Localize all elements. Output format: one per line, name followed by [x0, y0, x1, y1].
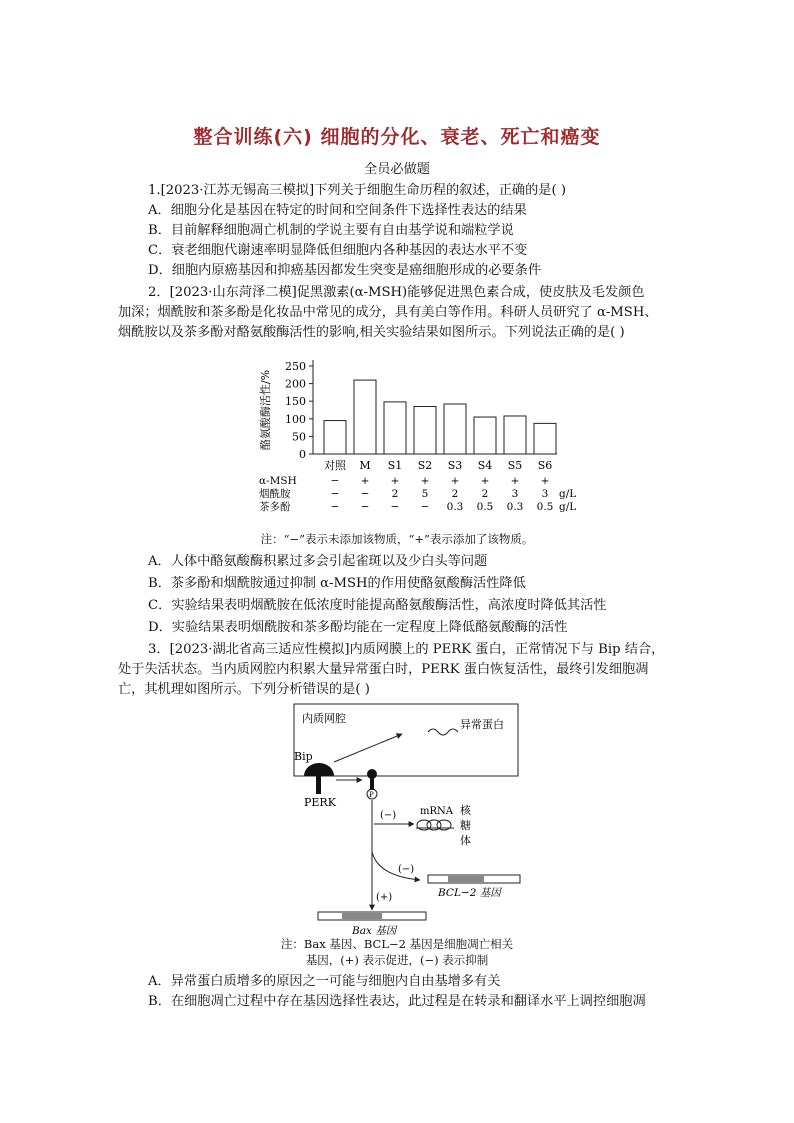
y-tick-label: 50	[292, 430, 306, 444]
bcl2-gene-segment	[448, 876, 484, 882]
row-cell: 0.5	[476, 501, 494, 513]
row-cell: +	[420, 475, 430, 487]
q3-stem-line1: 3．[2023·湖北省高三适应性模拟]内质网膜上的 PERK 蛋白，正常情况下与 Bip 结合，	[148, 642, 665, 657]
q2-stem-line3: 烟酰胺以及茶多酚对酪氨酸酶活性的影响,相关实验结果如图所示。下列说法正确的是( )	[118, 325, 625, 340]
bip-to-protein-arrow	[334, 734, 402, 762]
row-cell: +	[390, 475, 400, 487]
row-cell: 0.3	[506, 501, 524, 513]
bax-gene-segment	[342, 913, 382, 919]
row-cell: +	[480, 475, 490, 487]
bar-对照	[324, 421, 346, 454]
row-cell: −	[330, 475, 340, 487]
q2-option-b: B．茶多酚和烟酰胺通过抑制 α-MSH的作用使酪氨酸酶活性降低	[148, 576, 526, 591]
row-cell: 2	[481, 488, 489, 500]
abnormal-protein-shape	[411, 724, 428, 747]
row-cell: +	[360, 475, 370, 487]
q1-stem: 1.[2023·江苏无锡高三模拟]下列关于细胞生命历程的叙述，正确的是( )	[148, 183, 566, 198]
promote-bax-label: (+)	[376, 892, 393, 903]
q2-stem-line1: 2．[2023·山东菏泽二模]促黑激素(α-MSH)能够促进黑色素合成，使皮肤及毛发颜色	[148, 285, 645, 300]
row-cell: 3	[541, 488, 549, 500]
category-label: 对照	[324, 459, 346, 472]
chart-bars	[324, 380, 556, 454]
category-label: S6	[537, 459, 553, 472]
section-heading: 全员必做题	[364, 162, 430, 177]
y-tick-label: 100	[285, 412, 306, 426]
bar-S5	[504, 416, 526, 454]
bar-S2	[414, 406, 436, 454]
row-cell: −	[390, 501, 400, 513]
er-label: 内质网腔	[302, 712, 346, 725]
row-cell: +	[450, 475, 460, 487]
category-label: S5	[507, 459, 523, 472]
row-label: 烟酰胺	[259, 488, 291, 500]
active-perk-stem	[370, 776, 374, 790]
q3-option-b: B．在细胞凋亡过程中存在基因选择性表达，此过程是在转录和翻译水平上调控细胞凋	[148, 994, 646, 1009]
y-tick-label: 150	[285, 395, 306, 409]
category-label: S1	[387, 459, 403, 472]
bip-label: Bip	[294, 750, 313, 763]
row-unit: g/L	[559, 501, 577, 513]
y-tick-label: 200	[285, 377, 306, 391]
row-cell: −	[360, 488, 370, 500]
mrna-label: mRNA	[420, 806, 453, 817]
row-cell: +	[510, 475, 520, 487]
row-cell: 2	[451, 488, 459, 500]
chart-note: 注：“−”表示未添加该物质，“+”表示添加了该物质。	[260, 532, 534, 546]
inhibit-translation-label: (−)	[380, 810, 397, 821]
category-label: S2	[417, 459, 433, 472]
inhibit-bcl2-label: (−)	[398, 864, 415, 875]
row-cell: −	[420, 501, 430, 513]
category-label: S3	[447, 459, 463, 472]
bcl2-label: BCL−2 基因	[438, 887, 501, 899]
y-tick-label: 0	[299, 448, 306, 461]
bar-S6	[534, 423, 556, 454]
bar-S4	[474, 417, 496, 454]
q3-stem-line2: 处于失活状态。当内质网腔内积累大量异常蛋白时，PERK 蛋白恢复活性，最终引发细胞凋	[118, 662, 649, 677]
row-label: 茶多酚	[259, 501, 291, 513]
bax-label: Bax 基因	[352, 925, 397, 937]
perk-mechanism-diagram	[280, 700, 530, 948]
bar-S3	[444, 404, 466, 454]
row-cell: −	[330, 501, 340, 513]
q3-option-a: A．异常蛋白质增多的原因之一可能与细胞内自由基增多有关	[148, 974, 501, 989]
perk-label: PERK	[304, 796, 336, 809]
row-cell: +	[540, 475, 550, 487]
row-cell: 2	[391, 488, 399, 500]
q3-stem-line3: 亡，其机理如图所示。下列分析错误的是( )	[118, 682, 370, 697]
q2-option-a: A．人体中酪氨酸酶积累过多会引起雀斑以及少白头等问题	[148, 554, 488, 569]
q2-option-d: D．实验结果表明烟酰胺和茶多酚均能在一定程度上降低酪氨酸酶的活性	[148, 620, 568, 635]
q1-option-c: C．衰老细胞代谢速率明显降低但细胞内各种基因的表达水平不变	[148, 243, 528, 258]
category-label: M	[359, 459, 371, 472]
phosphate-label: P	[369, 791, 374, 799]
page-title: 整合训练(六) 细胞的分化、衰老、死亡和癌变	[193, 126, 601, 148]
row-cell: 0.3	[446, 501, 464, 513]
y-tick-label: 250	[285, 360, 306, 373]
perk-stem	[316, 776, 321, 794]
category-label: S4	[477, 459, 493, 472]
ribosome-label-2: 糖	[460, 819, 471, 832]
q1-option-d: D．细胞内原癌基因和抑癌基因都发生突变是癌细胞形成的必要条件	[148, 263, 542, 278]
row-cell: 5	[421, 488, 429, 500]
row-label: α-MSH	[259, 475, 297, 487]
tyrosinase-bar-chart	[255, 350, 585, 545]
bar-M	[354, 380, 376, 454]
bar-S1	[384, 402, 406, 454]
row-cell: −	[360, 501, 370, 513]
diagram-note-line2: 基因，(+) 表示促进，(−) 表示抑制	[305, 953, 489, 967]
q1-option-b: B．目前解释细胞凋亡机制的学说主要有自由基学说和端粒学说	[148, 223, 514, 238]
abnormal-protein-label: 异常蛋白	[460, 718, 504, 731]
row-cell: 3	[511, 488, 519, 500]
q1-option-a: A．细胞分化是基因在特定的时间和空间条件下选择性表达的结果	[148, 203, 527, 218]
y-axis-label: 酪氨酸酶活性/%	[259, 369, 272, 451]
row-unit: g/L	[559, 488, 577, 500]
bip-shape	[304, 763, 334, 776]
row-cell: 0.5	[536, 501, 554, 513]
q2-option-c: C．实验结果表明烟酰胺在低浓度时能提高酪氨酸酶活性，高浓度时降低其活性	[148, 598, 607, 613]
abnormal-protein-chain	[428, 729, 458, 735]
q2-stem-line2: 加深；烟酰胺和茶多酚是化妆品中常见的成分，具有美白等作用。科研人员研究了 α-MSH、	[118, 305, 658, 320]
ribosome-label-3: 体	[460, 834, 471, 847]
ribosome-label-1: 核	[460, 804, 471, 817]
row-cell: −	[330, 488, 340, 500]
diagram-note-line1: 注：Bax 基因、BCL−2 基因是细胞凋亡相关	[280, 937, 514, 951]
